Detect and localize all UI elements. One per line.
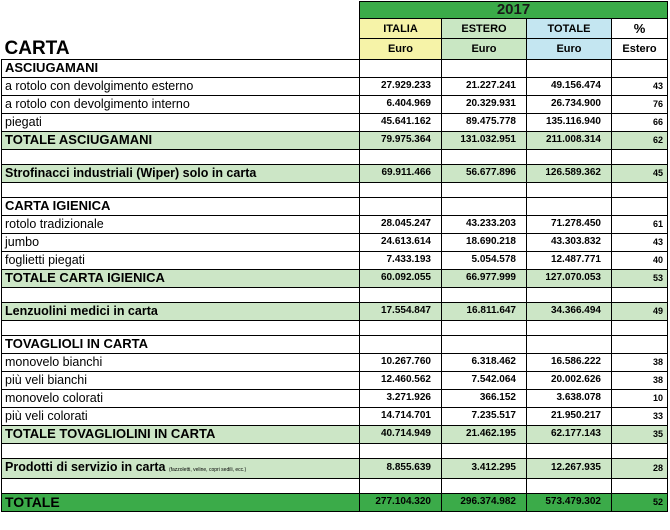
- row-label: [2, 389, 360, 407]
- row-label: [2, 164, 360, 182]
- row-label-text: più veli bianchi: [5, 373, 87, 387]
- pct-estero-value: 35: [612, 425, 668, 443]
- row-label-text: a rotolo con devolgimento interno: [5, 97, 190, 111]
- spacer-row: [2, 149, 668, 164]
- row-label-text: Lenzuolini medici in carta: [5, 304, 158, 318]
- estero-value: 21.227.241: [442, 77, 527, 95]
- estero-value: 7.235.517: [442, 407, 527, 425]
- empty-cell: [442, 59, 527, 77]
- empty-cell: [360, 287, 442, 302]
- pct-estero-value: 49: [612, 302, 668, 320]
- italia-value: 60.092.055: [360, 269, 442, 287]
- row-label: [2, 493, 360, 511]
- estero-value: 56.677.896: [442, 164, 527, 182]
- empty-cell: [612, 59, 668, 77]
- empty-cell: [360, 149, 442, 164]
- estero-value: 16.811.647: [442, 302, 527, 320]
- estero-value: 3.412.295: [442, 458, 527, 478]
- totale-value: 43.303.832: [527, 233, 612, 251]
- italia-value: 12.460.562: [360, 371, 442, 389]
- empty-cell: [442, 287, 527, 302]
- totale-value: 16.586.222: [527, 353, 612, 371]
- empty-cell: [360, 59, 442, 77]
- row-label-text: piegati: [5, 115, 42, 129]
- empty-cell: [442, 182, 527, 197]
- totale-value: 71.278.450: [527, 215, 612, 233]
- totale-value: 12.267.935: [527, 458, 612, 478]
- item-row: [2, 371, 668, 389]
- blank-corner-2: [2, 19, 360, 39]
- empty-cell: [527, 59, 612, 77]
- italia-value: 277.104.320: [360, 493, 442, 511]
- section-row: [2, 59, 668, 77]
- item-row: [2, 389, 668, 407]
- item-row: [2, 407, 668, 425]
- italia-value: 28.045.247: [360, 215, 442, 233]
- empty-cell: [612, 287, 668, 302]
- pct-estero-value: 38: [612, 353, 668, 371]
- estero-value: 89.475.778: [442, 113, 527, 131]
- row-label-text: Prodotti di servizio in carta: [5, 459, 166, 474]
- totale-value: 135.116.940: [527, 113, 612, 131]
- estero-value: 7.542.064: [442, 371, 527, 389]
- item-row: [2, 95, 668, 113]
- section-row: [2, 335, 668, 353]
- row-label: [2, 215, 360, 233]
- section-title: CARTA IGIENICA: [2, 197, 360, 215]
- row-label: [2, 113, 360, 131]
- italia-value: 79.975.364: [360, 131, 442, 149]
- empty-cell: [527, 287, 612, 302]
- estero-value: 296.374.982: [442, 493, 527, 511]
- empty-cell: [442, 335, 527, 353]
- totale-value: 3.638.078: [527, 389, 612, 407]
- pct-estero-value: 43: [612, 77, 668, 95]
- estero-value: 131.032.951: [442, 131, 527, 149]
- col-pct: %: [612, 19, 668, 39]
- totale-value: 573.479.302: [527, 493, 612, 511]
- empty-cell: [2, 478, 360, 493]
- row-label: [2, 233, 360, 251]
- row-label: [2, 251, 360, 269]
- pct-estero-value: 33: [612, 407, 668, 425]
- special-row: [2, 302, 668, 320]
- empty-cell: [612, 182, 668, 197]
- empty-cell: [612, 320, 668, 335]
- row-label: [2, 458, 360, 478]
- row-label: [2, 407, 360, 425]
- row-label-text: foglietti piegati: [5, 253, 85, 267]
- page-title: CARTA: [2, 39, 360, 60]
- item-row: [2, 77, 668, 95]
- spacer-row: [2, 182, 668, 197]
- unit-italia: Euro: [360, 39, 442, 60]
- totale-value: 21.950.217: [527, 407, 612, 425]
- item-row: [2, 215, 668, 233]
- total-row: [2, 425, 668, 443]
- unit-pct: Estero: [612, 39, 668, 60]
- row-label-text: TOTALE CARTA IGIENICA: [5, 270, 165, 285]
- totale-value: 26.734.900: [527, 95, 612, 113]
- italia-value: 40.714.949: [360, 425, 442, 443]
- pct-estero-value: 43: [612, 233, 668, 251]
- italia-value: 6.404.969: [360, 95, 442, 113]
- empty-cell: [2, 149, 360, 164]
- spacer-row: [2, 320, 668, 335]
- section-title: TOVAGLIOLI IN CARTA: [2, 335, 360, 353]
- totale-value: 12.487.771: [527, 251, 612, 269]
- italia-value: 17.554.847: [360, 302, 442, 320]
- empty-cell: [612, 478, 668, 493]
- row-label-text: rotolo tradizionale: [5, 217, 104, 231]
- empty-cell: [527, 197, 612, 215]
- empty-cell: [527, 182, 612, 197]
- italia-value: 14.714.701: [360, 407, 442, 425]
- italia-value: 69.911.466: [360, 164, 442, 182]
- item-row: [2, 113, 668, 131]
- totale-value: 127.070.053: [527, 269, 612, 287]
- total-row: [2, 269, 668, 287]
- estero-value: 18.690.218: [442, 233, 527, 251]
- empty-cell: [360, 335, 442, 353]
- item-row: [2, 233, 668, 251]
- row-label: [2, 95, 360, 113]
- col-italia: ITALIA: [360, 19, 442, 39]
- row-label: [2, 302, 360, 320]
- item-row: [2, 251, 668, 269]
- estero-value: 6.318.462: [442, 353, 527, 371]
- empty-cell: [442, 320, 527, 335]
- italia-value: 3.271.926: [360, 389, 442, 407]
- empty-cell: [527, 320, 612, 335]
- pct-estero-value: 52: [612, 493, 668, 511]
- empty-cell: [360, 320, 442, 335]
- pct-estero-value: 53: [612, 269, 668, 287]
- empty-cell: [527, 478, 612, 493]
- empty-cell: [442, 149, 527, 164]
- empty-cell: [2, 320, 360, 335]
- row-label: [2, 131, 360, 149]
- estero-value: 43.233.203: [442, 215, 527, 233]
- special-row: [2, 458, 668, 478]
- empty-cell: [612, 443, 668, 458]
- row-label: [2, 77, 360, 95]
- italia-value: 8.855.639: [360, 458, 442, 478]
- empty-cell: [360, 182, 442, 197]
- col-estero: ESTERO: [442, 19, 527, 39]
- row-label-text: jumbo: [5, 235, 40, 249]
- section-row: [2, 197, 668, 215]
- empty-cell: [360, 478, 442, 493]
- empty-cell: [612, 335, 668, 353]
- italia-value: 27.929.233: [360, 77, 442, 95]
- empty-cell: [442, 478, 527, 493]
- italia-value: 24.613.614: [360, 233, 442, 251]
- spacer-row: [2, 478, 668, 493]
- italia-value: 10.267.760: [360, 353, 442, 371]
- empty-cell: [2, 443, 360, 458]
- totale-value: 34.366.494: [527, 302, 612, 320]
- estero-value: 366.152: [442, 389, 527, 407]
- pct-estero-value: 38: [612, 371, 668, 389]
- total-row: [2, 131, 668, 149]
- row-label-text: monovelo colorati: [5, 391, 103, 405]
- pct-estero-value: 66: [612, 113, 668, 131]
- empty-cell: [442, 197, 527, 215]
- year-row: [2, 2, 668, 19]
- item-row: [2, 353, 668, 371]
- col-totale: TOTALE: [527, 19, 612, 39]
- row-label: [2, 371, 360, 389]
- totale-value: 211.008.314: [527, 131, 612, 149]
- totale-value: 126.589.362: [527, 164, 612, 182]
- section-title: ASCIUGAMANI: [2, 59, 360, 77]
- italia-value: 7.433.193: [360, 251, 442, 269]
- empty-cell: [360, 197, 442, 215]
- estero-value: 5.054.578: [442, 251, 527, 269]
- spacer-row: [2, 287, 668, 302]
- row-label-text: a rotolo con devolgimento esterno: [5, 79, 194, 93]
- pct-estero-value: 40: [612, 251, 668, 269]
- empty-cell: [2, 287, 360, 302]
- empty-cell: [442, 443, 527, 458]
- empty-cell: [612, 197, 668, 215]
- column-units-row: [2, 39, 668, 60]
- empty-cell: [2, 182, 360, 197]
- row-label: [2, 425, 360, 443]
- pct-estero-value: 28: [612, 458, 668, 478]
- empty-cell: [360, 443, 442, 458]
- empty-cell: [612, 149, 668, 164]
- blank-corner: [2, 2, 360, 19]
- totale-value: 49.156.474: [527, 77, 612, 95]
- totale-value: 20.002.626: [527, 371, 612, 389]
- row-label-text: monovelo bianchi: [5, 355, 103, 369]
- pct-estero-value: 45: [612, 164, 668, 182]
- estero-value: 21.462.195: [442, 425, 527, 443]
- estero-value: 66.977.999: [442, 269, 527, 287]
- row-label-text: Strofinacci industriali (Wiper) solo in carta: [5, 166, 257, 180]
- spacer-row: [2, 443, 668, 458]
- totale-value: 62.177.143: [527, 425, 612, 443]
- row-label-text: TOTALE: [5, 494, 60, 510]
- row-note: (fazzoletti, veline, copri sedili, ecc.): [168, 466, 247, 473]
- empty-cell: [527, 443, 612, 458]
- estero-value: 20.329.931: [442, 95, 527, 113]
- italia-value: 45.641.162: [360, 113, 442, 131]
- row-label: [2, 269, 360, 287]
- pct-estero-value: 76: [612, 95, 668, 113]
- carta-table: [1, 1, 668, 512]
- row-label: [2, 353, 360, 371]
- pct-estero-value: 61: [612, 215, 668, 233]
- year-header: 2017: [360, 2, 668, 19]
- unit-totale: Euro: [527, 39, 612, 60]
- special-row: [2, 164, 668, 182]
- pct-estero-value: 62: [612, 131, 668, 149]
- empty-cell: [527, 335, 612, 353]
- empty-cell: [527, 149, 612, 164]
- row-label-text: TOTALE TOVAGLIOLINI IN CARTA: [5, 426, 216, 441]
- pct-estero-value: 10: [612, 389, 668, 407]
- grand-row: [2, 493, 668, 511]
- row-label-text: più veli colorati: [5, 409, 88, 423]
- column-names-row: [2, 19, 668, 39]
- row-label-text: TOTALE ASCIUGAMANI: [5, 132, 153, 147]
- unit-estero: Euro: [442, 39, 527, 60]
